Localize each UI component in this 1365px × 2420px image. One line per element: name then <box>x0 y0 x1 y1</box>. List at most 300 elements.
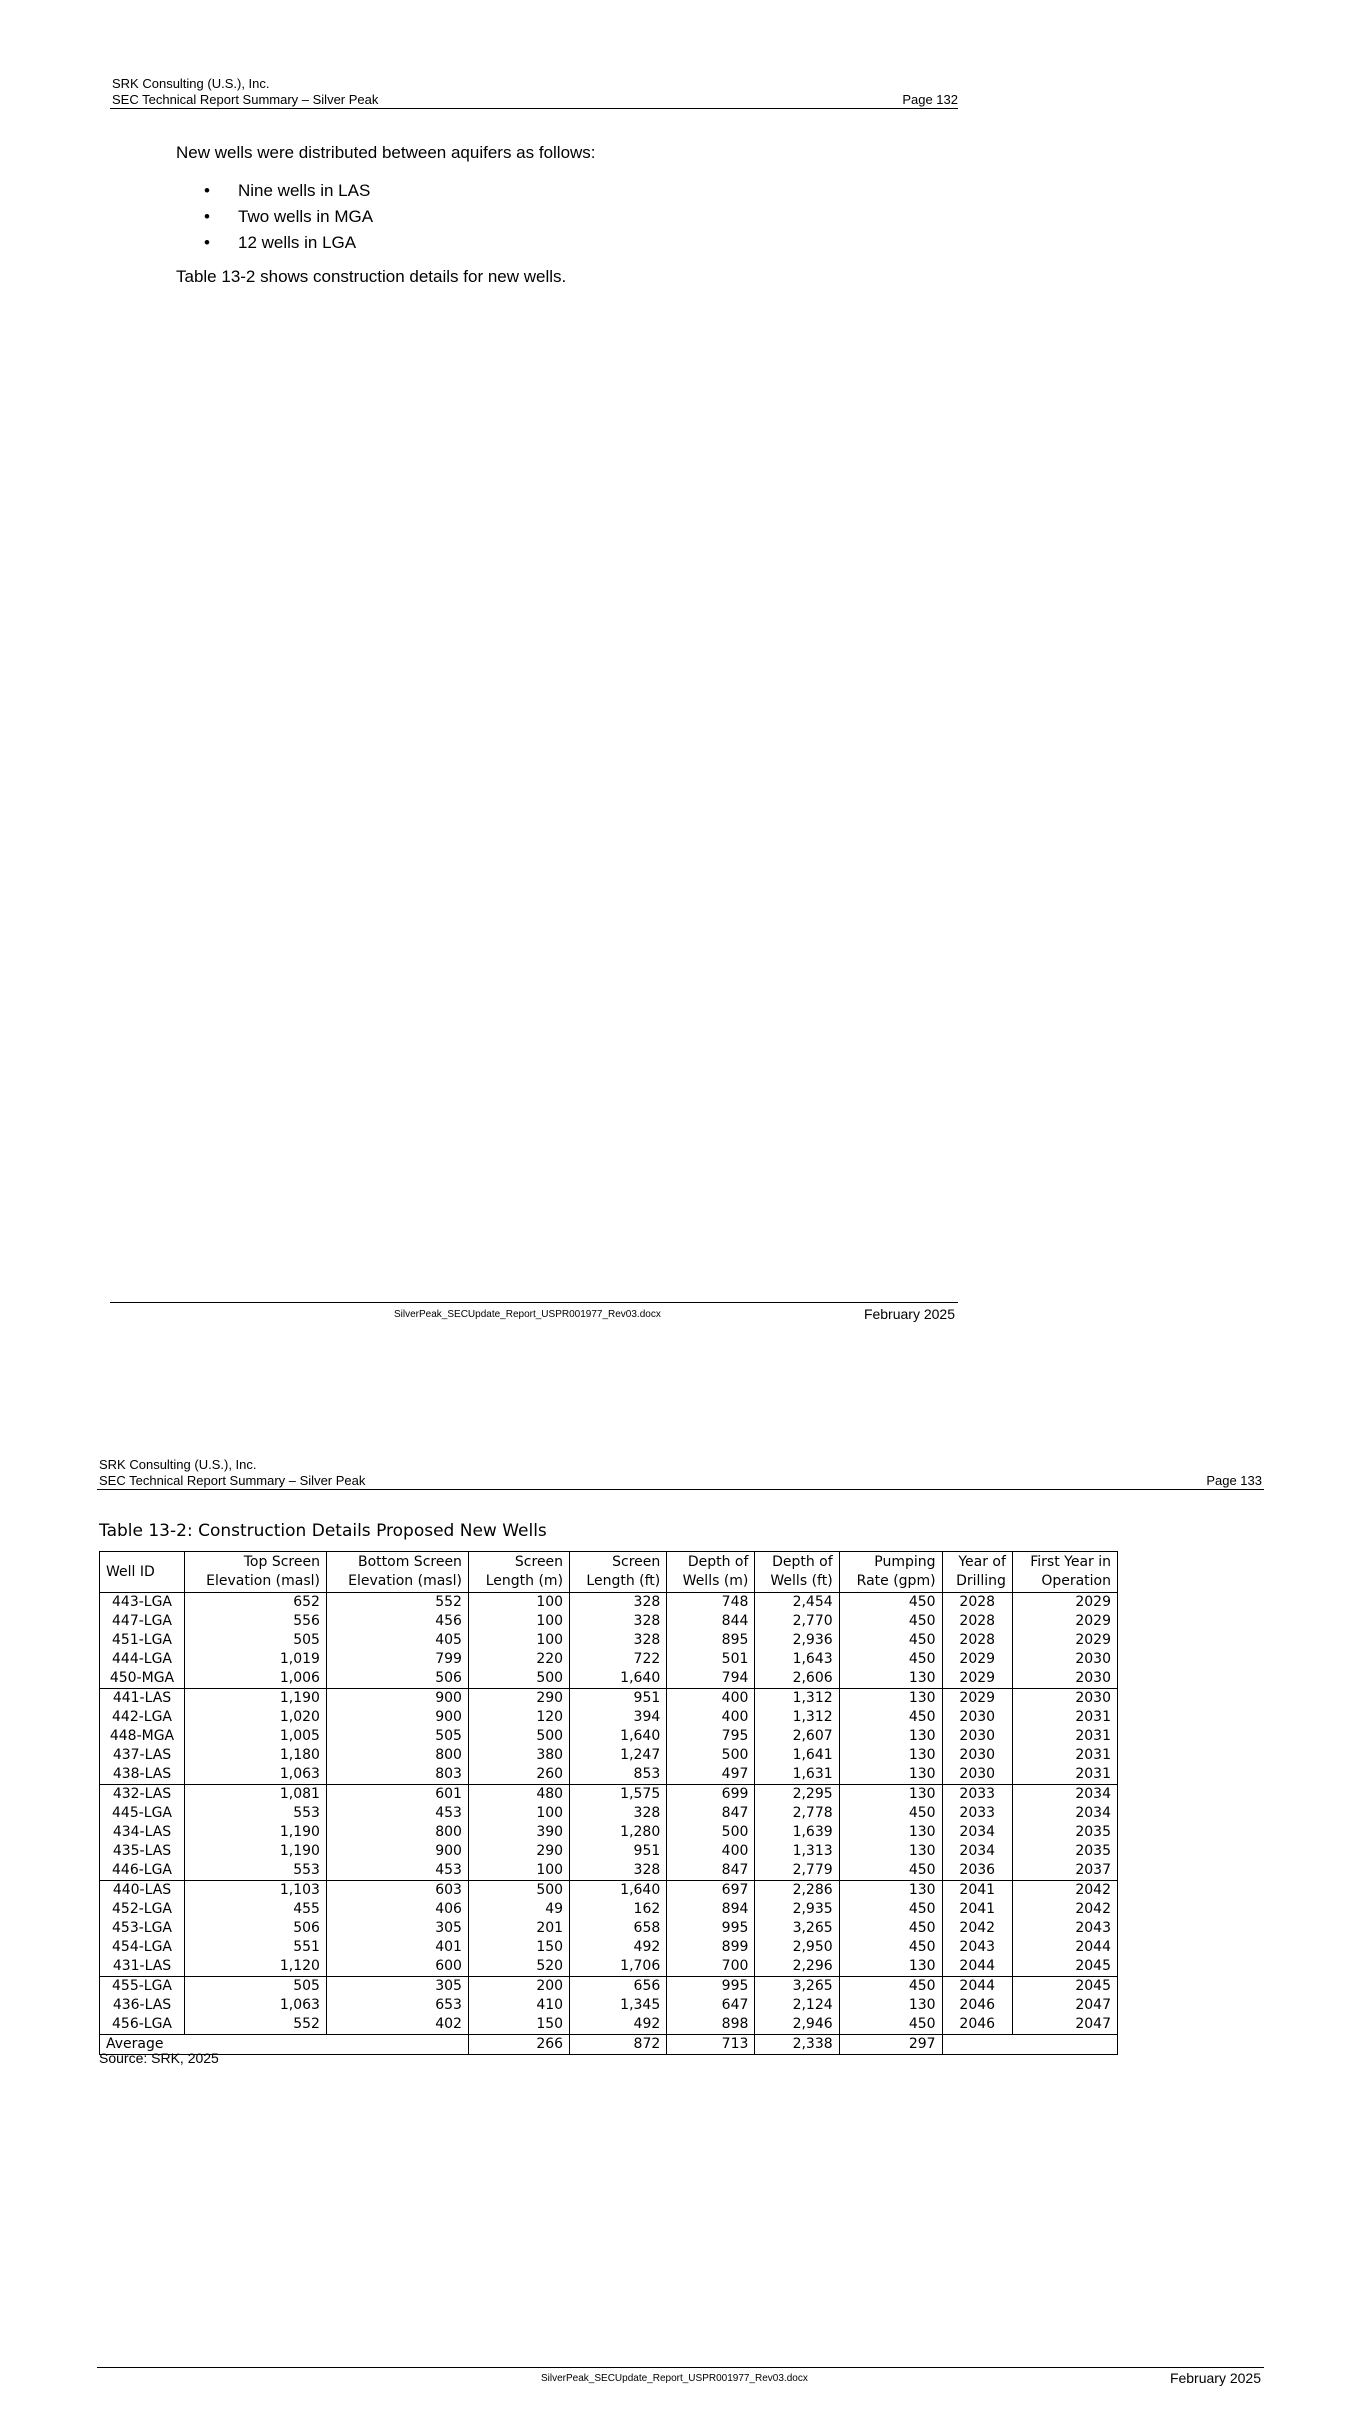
cell-screen-length-m: 100 <box>468 1804 569 1823</box>
average-depth-m: 713 <box>667 2035 755 2055</box>
table-header-row <box>100 1552 1118 1593</box>
cell-depth-m: 400 <box>667 1708 755 1727</box>
cell-screen-length-m: 290 <box>468 1689 569 1709</box>
table-row <box>100 1689 1118 1709</box>
cell-screen-length-ft: 328 <box>570 1631 667 1650</box>
cell-depth-m: 895 <box>667 1631 755 1650</box>
table-caption: Table 13-2: Construction Details Proposed New Wells <box>99 1521 547 1541</box>
cell-well-id: 442-LGA <box>100 1708 185 1727</box>
cell-screen-length-ft: 1,247 <box>570 1746 667 1765</box>
cell-first-year-operation: 2047 <box>1012 2015 1117 2035</box>
table-source: Source: SRK, 2025 <box>99 2050 219 2066</box>
cell-depth-m: 400 <box>667 1689 755 1709</box>
cell-screen-length-ft: 1,345 <box>570 1996 667 2015</box>
cell-pumping-rate: 450 <box>839 1977 942 1997</box>
cell-first-year-operation: 2031 <box>1012 1708 1117 1727</box>
cell-first-year-operation: 2045 <box>1012 1977 1117 1997</box>
col-header-top-screen <box>185 1552 327 1593</box>
cell-year-drilling: 2044 <box>942 1977 1012 1997</box>
cell-top-screen: 556 <box>185 1612 327 1631</box>
cell-top-screen: 1,005 <box>185 1727 327 1746</box>
cell-depth-ft: 1,312 <box>755 1689 839 1709</box>
cell-top-screen: 1,006 <box>185 1669 327 1689</box>
cell-year-drilling: 2030 <box>942 1727 1012 1746</box>
col-header-well-id <box>100 1552 185 1593</box>
cell-pumping-rate: 130 <box>839 1785 942 1805</box>
cell-depth-m: 899 <box>667 1938 755 1957</box>
cell-depth-m: 500 <box>667 1746 755 1765</box>
cell-well-id: 451-LGA <box>100 1631 185 1650</box>
cell-bottom-screen: 601 <box>326 1785 468 1805</box>
cell-first-year-operation: 2029 <box>1012 1631 1117 1650</box>
cell-depth-ft: 3,265 <box>755 1977 839 1997</box>
cell-depth-ft: 2,296 <box>755 1957 839 1977</box>
cell-screen-length-ft: 328 <box>570 1804 667 1823</box>
cell-depth-ft: 2,606 <box>755 1669 839 1689</box>
cell-depth-ft: 2,779 <box>755 1861 839 1881</box>
cell-bottom-screen: 653 <box>326 1996 468 2015</box>
cell-screen-length-m: 201 <box>468 1919 569 1938</box>
cell-screen-length-ft: 853 <box>570 1765 667 1785</box>
cell-depth-ft: 2,935 <box>755 1900 839 1919</box>
footer-filename: SilverPeak_SECUpdate_Report_USPR001977_Rev03.docx <box>394 1309 661 1320</box>
cell-screen-length-m: 100 <box>468 1593 569 1613</box>
cell-top-screen: 1,190 <box>185 1689 327 1709</box>
cell-pumping-rate: 450 <box>839 1631 942 1650</box>
cell-pumping-rate: 450 <box>839 1804 942 1823</box>
cell-depth-ft: 2,946 <box>755 2015 839 2035</box>
cell-screen-length-ft: 1,280 <box>570 1823 667 1842</box>
cell-year-drilling: 2028 <box>942 1593 1012 1613</box>
average-depth-ft: 2,338 <box>755 2035 839 2055</box>
cell-bottom-screen: 402 <box>326 2015 468 2035</box>
cell-year-drilling: 2029 <box>942 1650 1012 1669</box>
cell-pumping-rate: 450 <box>839 1900 942 1919</box>
cell-first-year-operation: 2030 <box>1012 1689 1117 1709</box>
average-screen-ft: 872 <box>570 2035 667 2055</box>
cell-top-screen: 1,190 <box>185 1823 327 1842</box>
cell-year-drilling: 2036 <box>942 1861 1012 1881</box>
cell-pumping-rate: 130 <box>839 1881 942 1901</box>
cell-depth-ft: 2,286 <box>755 1881 839 1901</box>
cell-well-id: 453-LGA <box>100 1919 185 1938</box>
cell-top-screen: 553 <box>185 1861 327 1881</box>
cell-top-screen: 1,063 <box>185 1996 327 2015</box>
cell-screen-length-ft: 328 <box>570 1861 667 1881</box>
cell-pumping-rate: 130 <box>839 1996 942 2015</box>
col-header-line: Operation <box>1041 1573 1111 1589</box>
cell-bottom-screen: 456 <box>326 1612 468 1631</box>
cell-screen-length-ft: 658 <box>570 1919 667 1938</box>
cell-depth-ft: 2,936 <box>755 1631 839 1650</box>
list-item <box>204 230 373 256</box>
cell-depth-m: 647 <box>667 1996 755 2015</box>
footer-filename: SilverPeak_SECUpdate_Report_USPR001977_Rev03.docx <box>541 2373 808 2384</box>
col-header-screen-length-m <box>468 1552 569 1593</box>
table-row <box>100 1650 1118 1669</box>
col-header-line: Wells (m) <box>682 1573 749 1589</box>
table-row <box>100 1785 1118 1805</box>
average-screen-m: 266 <box>468 2035 569 2055</box>
col-header-line: Well ID <box>106 1563 155 1580</box>
header-rule <box>110 108 958 109</box>
cell-top-screen: 1,020 <box>185 1708 327 1727</box>
list-item-text: Two wells in MGA <box>238 207 374 226</box>
table-row <box>100 1727 1118 1746</box>
cell-year-drilling: 2028 <box>942 1612 1012 1631</box>
cell-top-screen: 553 <box>185 1804 327 1823</box>
cell-pumping-rate: 450 <box>839 1708 942 1727</box>
col-header-line: Screen <box>612 1554 661 1570</box>
cell-screen-length-m: 200 <box>468 1977 569 1997</box>
cell-depth-ft: 1,641 <box>755 1746 839 1765</box>
col-header-line: Top Screen <box>243 1554 320 1570</box>
cell-first-year-operation: 2043 <box>1012 1919 1117 1938</box>
cell-year-drilling: 2041 <box>942 1900 1012 1919</box>
cell-well-id: 455-LGA <box>100 1977 185 1997</box>
cell-top-screen: 652 <box>185 1593 327 1613</box>
cell-well-id: 438-LAS <box>100 1765 185 1785</box>
col-header-line: Length (ft) <box>586 1573 661 1589</box>
cell-bottom-screen: 803 <box>326 1765 468 1785</box>
cell-screen-length-ft: 328 <box>570 1593 667 1613</box>
footer-date: February 2025 <box>1169 2370 1261 2386</box>
cell-screen-length-ft: 722 <box>570 1650 667 1669</box>
col-header-line: Depth of <box>772 1554 833 1570</box>
header-report-title: SEC Technical Report Summary – Silver Peak <box>99 1473 366 1488</box>
cell-bottom-screen: 405 <box>326 1631 468 1650</box>
cell-screen-length-ft: 1,640 <box>570 1669 667 1689</box>
table-average-row <box>100 2035 1118 2055</box>
cell-well-id: 441-LAS <box>100 1689 185 1709</box>
cell-year-drilling: 2029 <box>942 1689 1012 1709</box>
cell-first-year-operation: 2035 <box>1012 1842 1117 1861</box>
col-header-depth-m <box>667 1552 755 1593</box>
cell-well-id: 452-LGA <box>100 1900 185 1919</box>
cell-pumping-rate: 450 <box>839 1650 942 1669</box>
cell-well-id: 445-LGA <box>100 1804 185 1823</box>
table-row <box>100 1938 1118 1957</box>
col-header-line: Wells (ft) <box>770 1573 833 1589</box>
cell-depth-m: 748 <box>667 1593 755 1613</box>
cell-depth-m: 898 <box>667 2015 755 2035</box>
cell-bottom-screen: 800 <box>326 1823 468 1842</box>
cell-pumping-rate: 130 <box>839 1746 942 1765</box>
cell-pumping-rate: 450 <box>839 2015 942 2035</box>
footer-rule <box>110 1302 958 1303</box>
cell-depth-ft: 1,639 <box>755 1823 839 1842</box>
cell-bottom-screen: 603 <box>326 1881 468 1901</box>
cell-pumping-rate: 130 <box>839 1689 942 1709</box>
cell-year-drilling: 2028 <box>942 1631 1012 1650</box>
cell-first-year-operation: 2031 <box>1012 1746 1117 1765</box>
cell-first-year-operation: 2045 <box>1012 1957 1117 1977</box>
cell-first-year-operation: 2030 <box>1012 1669 1117 1689</box>
cell-bottom-screen: 600 <box>326 1957 468 1977</box>
cell-year-drilling: 2044 <box>942 1957 1012 1977</box>
table-row <box>100 1631 1118 1650</box>
table-row <box>100 1919 1118 1938</box>
table-row <box>100 1593 1118 1613</box>
cell-top-screen: 551 <box>185 1938 327 1957</box>
cell-year-drilling: 2030 <box>942 1765 1012 1785</box>
cell-first-year-operation: 2037 <box>1012 1861 1117 1881</box>
cell-bottom-screen: 453 <box>326 1861 468 1881</box>
cell-well-id: 447-LGA <box>100 1612 185 1631</box>
col-header-line: Elevation (masl) <box>206 1573 320 1589</box>
cell-first-year-operation: 2047 <box>1012 1996 1117 2015</box>
cell-year-drilling: 2029 <box>942 1669 1012 1689</box>
cell-screen-length-ft: 1,575 <box>570 1785 667 1805</box>
col-header-screen-length-ft <box>570 1552 667 1593</box>
cell-well-id: 444-LGA <box>100 1650 185 1669</box>
cell-depth-ft: 1,312 <box>755 1708 839 1727</box>
col-header-line: Screen <box>514 1554 564 1570</box>
cell-top-screen: 1,180 <box>185 1746 327 1765</box>
footer-rule <box>97 2367 1264 2368</box>
cell-depth-ft: 2,124 <box>755 1996 839 2015</box>
cell-depth-m: 795 <box>667 1727 755 1746</box>
cell-depth-ft: 3,265 <box>755 1919 839 1938</box>
closing-paragraph: Table 13-2 shows construction details for new wells. <box>176 267 567 286</box>
list-item-text: 12 wells in LGA <box>238 233 357 252</box>
cell-screen-length-ft: 1,640 <box>570 1727 667 1746</box>
cell-depth-m: 500 <box>667 1823 755 1842</box>
cell-screen-length-m: 380 <box>468 1746 569 1765</box>
cell-year-drilling: 2046 <box>942 2015 1012 2035</box>
cell-bottom-screen: 900 <box>326 1842 468 1861</box>
intro-paragraph: New wells were distributed between aquifers as follows: <box>176 143 596 162</box>
cell-depth-ft: 2,770 <box>755 1612 839 1631</box>
cell-depth-m: 697 <box>667 1881 755 1901</box>
cell-depth-m: 501 <box>667 1650 755 1669</box>
cell-well-id: 435-LAS <box>100 1842 185 1861</box>
col-header-first-year-operation <box>1012 1552 1117 1593</box>
footer-date: February 2025 <box>863 1306 955 1322</box>
cell-bottom-screen: 506 <box>326 1669 468 1689</box>
table-row <box>100 1977 1118 1997</box>
cell-year-drilling: 2043 <box>942 1938 1012 1957</box>
cell-pumping-rate: 450 <box>839 1938 942 1957</box>
header-company: SRK Consulting (U.S.), Inc. <box>112 76 270 91</box>
cell-top-screen: 1,190 <box>185 1842 327 1861</box>
cell-screen-length-m: 150 <box>468 2015 569 2035</box>
cell-screen-length-ft: 328 <box>570 1612 667 1631</box>
col-header-line: Elevation (masl) <box>348 1573 462 1589</box>
cell-depth-m: 995 <box>667 1919 755 1938</box>
cell-depth-ft: 2,778 <box>755 1804 839 1823</box>
cell-year-drilling: 2030 <box>942 1708 1012 1727</box>
cell-top-screen: 1,081 <box>185 1785 327 1805</box>
table-row <box>100 1996 1118 2015</box>
col-header-line: Pumping <box>874 1554 936 1570</box>
col-header-line: First Year in <box>1030 1554 1111 1570</box>
table-row <box>100 1669 1118 1689</box>
cell-first-year-operation: 2042 <box>1012 1881 1117 1901</box>
col-header-line: Drilling <box>956 1573 1006 1589</box>
col-header-line: Length (m) <box>485 1573 564 1589</box>
cell-first-year-operation: 2034 <box>1012 1804 1117 1823</box>
col-header-line: Year of <box>958 1554 1006 1570</box>
cell-bottom-screen: 900 <box>326 1708 468 1727</box>
cell-screen-length-ft: 1,706 <box>570 1957 667 1977</box>
cell-well-id: 448-MGA <box>100 1727 185 1746</box>
col-header-line: Bottom Screen <box>358 1554 462 1570</box>
cell-well-id: 440-LAS <box>100 1881 185 1901</box>
cell-bottom-screen: 406 <box>326 1900 468 1919</box>
header-company: SRK Consulting (U.S.), Inc. <box>99 1457 257 1472</box>
col-header-year-drilling <box>942 1552 1012 1593</box>
cell-screen-length-ft: 492 <box>570 2015 667 2035</box>
cell-pumping-rate: 450 <box>839 1593 942 1613</box>
cell-year-drilling: 2033 <box>942 1804 1012 1823</box>
cell-pumping-rate: 450 <box>839 1612 942 1631</box>
table-body <box>100 1593 1118 2035</box>
cell-well-id: 443-LGA <box>100 1593 185 1613</box>
cell-year-drilling: 2034 <box>942 1842 1012 1861</box>
cell-first-year-operation: 2029 <box>1012 1593 1117 1613</box>
cell-depth-m: 699 <box>667 1785 755 1805</box>
average-empty-cell <box>942 2035 1117 2055</box>
table-row <box>100 1861 1118 1881</box>
cell-well-id: 432-LAS <box>100 1785 185 1805</box>
aquifer-bullet-list <box>204 178 373 256</box>
cell-depth-m: 847 <box>667 1804 755 1823</box>
cell-bottom-screen: 401 <box>326 1938 468 1957</box>
cell-screen-length-m: 100 <box>468 1631 569 1650</box>
cell-year-drilling: 2033 <box>942 1785 1012 1805</box>
cell-top-screen: 505 <box>185 1977 327 1997</box>
table-row <box>100 2015 1118 2035</box>
cell-depth-m: 894 <box>667 1900 755 1919</box>
cell-screen-length-ft: 951 <box>570 1689 667 1709</box>
cell-depth-ft: 1,643 <box>755 1650 839 1669</box>
cell-depth-ft: 2,295 <box>755 1785 839 1805</box>
cell-year-drilling: 2046 <box>942 1996 1012 2015</box>
cell-well-id: 434-LAS <box>100 1823 185 1842</box>
col-header-line: Rate (gpm) <box>856 1573 936 1589</box>
average-label: Average <box>100 2035 469 2055</box>
cell-top-screen: 1,019 <box>185 1650 327 1669</box>
cell-well-id: 454-LGA <box>100 1938 185 1957</box>
col-header-line: Depth of <box>687 1554 749 1570</box>
cell-first-year-operation: 2042 <box>1012 1900 1117 1919</box>
cell-top-screen: 505 <box>185 1631 327 1650</box>
cell-screen-length-m: 500 <box>468 1669 569 1689</box>
cell-depth-ft: 1,631 <box>755 1765 839 1785</box>
cell-depth-m: 497 <box>667 1765 755 1785</box>
cell-screen-length-m: 120 <box>468 1708 569 1727</box>
cell-depth-m: 700 <box>667 1957 755 1977</box>
header-rule <box>97 1489 1264 1490</box>
cell-screen-length-ft: 951 <box>570 1842 667 1861</box>
cell-depth-m: 847 <box>667 1861 755 1881</box>
cell-screen-length-ft: 1,640 <box>570 1881 667 1901</box>
table-row <box>100 1881 1118 1901</box>
cell-depth-m: 844 <box>667 1612 755 1631</box>
table-row <box>100 1804 1118 1823</box>
cell-depth-m: 794 <box>667 1669 755 1689</box>
cell-depth-ft: 1,313 <box>755 1842 839 1861</box>
cell-top-screen: 506 <box>185 1919 327 1938</box>
cell-pumping-rate: 130 <box>839 1765 942 1785</box>
cell-screen-length-m: 100 <box>468 1861 569 1881</box>
cell-top-screen: 552 <box>185 2015 327 2035</box>
cell-screen-length-m: 260 <box>468 1765 569 1785</box>
cell-screen-length-ft: 162 <box>570 1900 667 1919</box>
cell-screen-length-ft: 394 <box>570 1708 667 1727</box>
cell-first-year-operation: 2035 <box>1012 1823 1117 1842</box>
cell-pumping-rate: 130 <box>839 1727 942 1746</box>
construction-details-table <box>99 1551 1118 2055</box>
bullet-icon: • <box>204 233 210 252</box>
cell-bottom-screen: 505 <box>326 1727 468 1746</box>
table-row <box>100 1708 1118 1727</box>
cell-well-id: 436-LAS <box>100 1996 185 2015</box>
cell-year-drilling: 2034 <box>942 1823 1012 1842</box>
table-row <box>100 1957 1118 1977</box>
table-row <box>100 1746 1118 1765</box>
cell-screen-length-m: 520 <box>468 1957 569 1977</box>
table-row <box>100 1823 1118 1842</box>
cell-well-id: 456-LGA <box>100 2015 185 2035</box>
cell-first-year-operation: 2029 <box>1012 1612 1117 1631</box>
cell-well-id: 450-MGA <box>100 1669 185 1689</box>
cell-top-screen: 1,120 <box>185 1957 327 1977</box>
cell-pumping-rate: 450 <box>839 1919 942 1938</box>
cell-screen-length-m: 390 <box>468 1823 569 1842</box>
bullet-icon: • <box>204 207 210 226</box>
cell-bottom-screen: 453 <box>326 1804 468 1823</box>
cell-year-drilling: 2041 <box>942 1881 1012 1901</box>
cell-first-year-operation: 2034 <box>1012 1785 1117 1805</box>
col-header-bottom-screen <box>326 1552 468 1593</box>
cell-bottom-screen: 799 <box>326 1650 468 1669</box>
cell-screen-length-ft: 656 <box>570 1977 667 1997</box>
cell-depth-ft: 2,950 <box>755 1938 839 1957</box>
cell-pumping-rate: 130 <box>839 1823 942 1842</box>
cell-year-drilling: 2042 <box>942 1919 1012 1938</box>
cell-first-year-operation: 2044 <box>1012 1938 1117 1957</box>
cell-screen-length-m: 150 <box>468 1938 569 1957</box>
cell-bottom-screen: 305 <box>326 1919 468 1938</box>
cell-first-year-operation: 2031 <box>1012 1727 1117 1746</box>
cell-bottom-screen: 900 <box>326 1689 468 1709</box>
cell-well-id: 446-LGA <box>100 1861 185 1881</box>
cell-depth-m: 400 <box>667 1842 755 1861</box>
cell-screen-length-m: 220 <box>468 1650 569 1669</box>
table-row <box>100 1765 1118 1785</box>
cell-top-screen: 1,063 <box>185 1765 327 1785</box>
cell-top-screen: 455 <box>185 1900 327 1919</box>
cell-bottom-screen: 552 <box>326 1593 468 1613</box>
cell-pumping-rate: 130 <box>839 1669 942 1689</box>
cell-pumping-rate: 130 <box>839 1842 942 1861</box>
header-page-number: Page 132 <box>902 92 958 107</box>
cell-depth-ft: 2,454 <box>755 1593 839 1613</box>
cell-well-id: 437-LAS <box>100 1746 185 1765</box>
cell-well-id: 431-LAS <box>100 1957 185 1977</box>
cell-pumping-rate: 450 <box>839 1861 942 1881</box>
header-report-title: SEC Technical Report Summary – Silver Peak <box>112 92 379 107</box>
col-header-depth-ft <box>755 1552 839 1593</box>
cell-screen-length-m: 500 <box>468 1881 569 1901</box>
table-row <box>100 1612 1118 1631</box>
list-item-text: Nine wells in LAS <box>238 181 371 200</box>
cell-screen-length-m: 100 <box>468 1612 569 1631</box>
cell-first-year-operation: 2031 <box>1012 1765 1117 1785</box>
cell-screen-length-m: 290 <box>468 1842 569 1861</box>
